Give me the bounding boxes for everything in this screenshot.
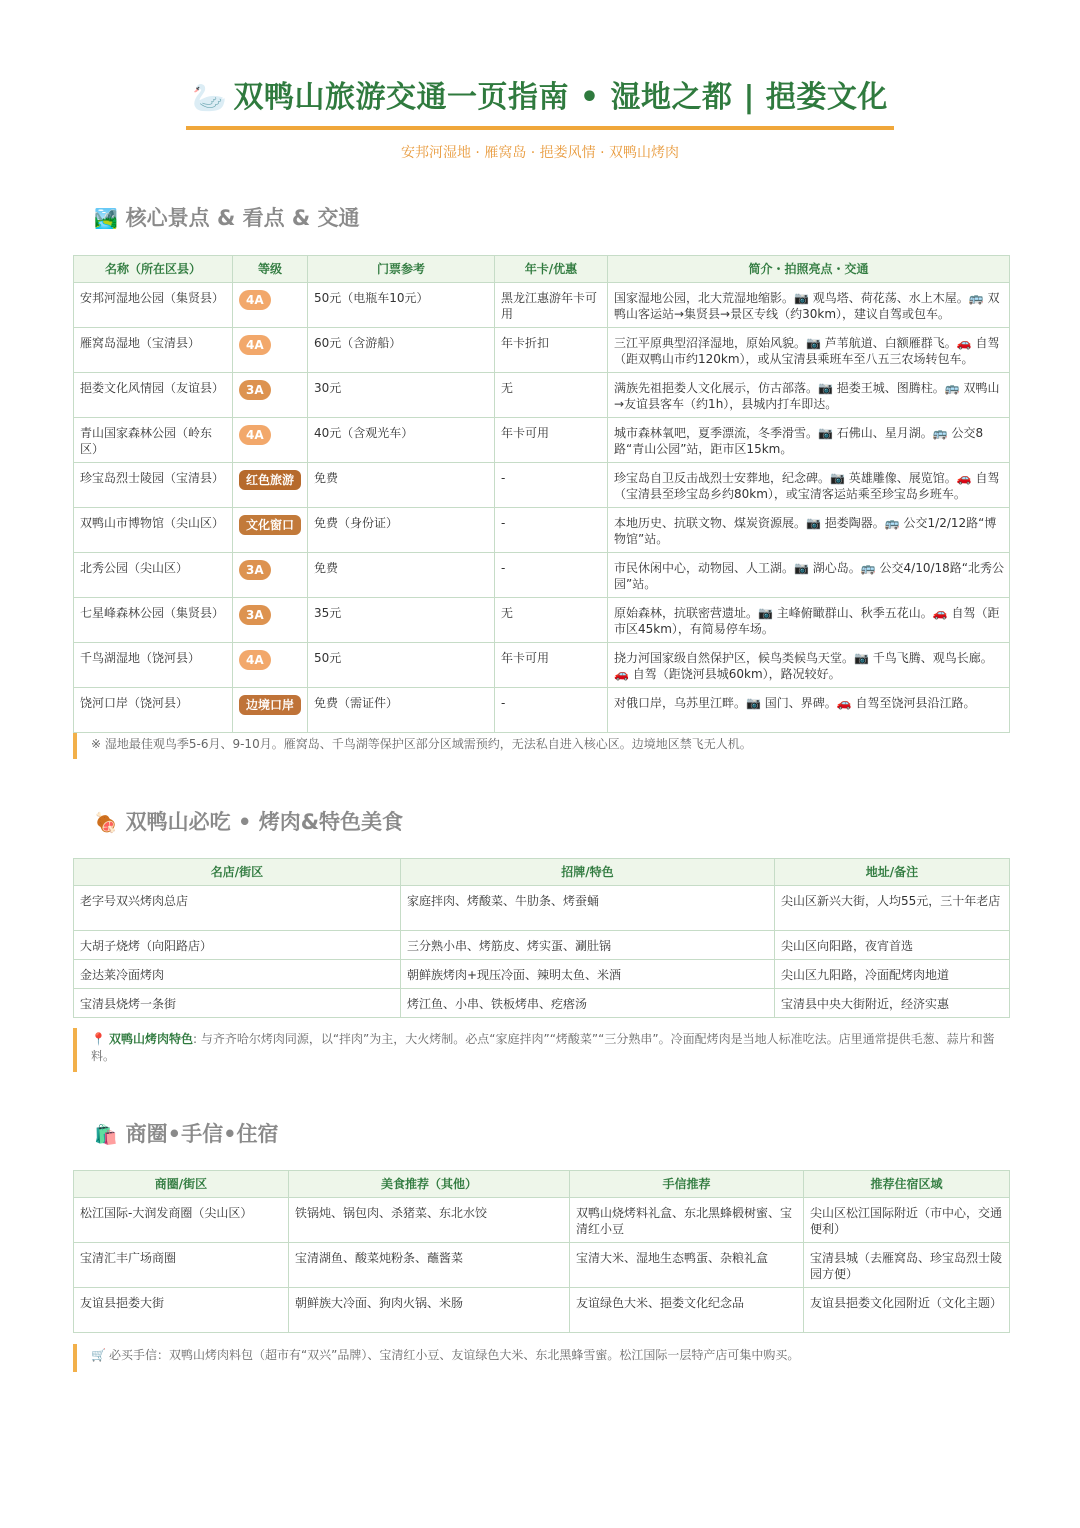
table-row (74, 960, 1010, 989)
ticket-price: 30元 (308, 373, 495, 418)
column-header: 名店/街区 (74, 859, 401, 886)
ticket-price: 50元（电瓶车10元） (308, 283, 495, 328)
page-title (186, 72, 894, 130)
signature-dish: 朝鲜族烤肉+现压冷面、辣明太鱼、米酒 (401, 960, 775, 989)
card-discount: 无 (495, 598, 608, 643)
food-recommend: 宝清湖鱼、酸菜炖粉条、蘸酱菜 (289, 1243, 570, 1288)
card-discount: - (495, 463, 608, 508)
shop-address: 宝清县中央大街附近，经济实惠 (775, 989, 1010, 1018)
grade-badge: 红色旅游 (239, 470, 301, 490)
table-row (74, 688, 1010, 733)
table-row (74, 508, 1010, 553)
attractions-note: ※ 湿地最佳观鸟季5-6月、9-10月。雁窝岛、千鸟湖等保护区部分区域需预约，无法私自进入核心区。边境地区禁飞无人机。 (73, 733, 999, 759)
attraction-intro: 原始森林，抗联密营遗址。📷 主峰俯瞰群山、秋季五花山。🚗 自驾（距市区45km），有简易停车场。 (608, 598, 1010, 643)
ticket-price: 免费 (308, 553, 495, 598)
table-header-row (74, 1171, 1010, 1198)
shopping-note-text: 必买手信：双鸭山烤肉料包（超市有“双兴”品牌）、宝清红小豆、友谊绿色大米、东北黑蜂雪蜜。松江国际一层特产店可集中购买。 (108, 1348, 800, 1362)
attraction-intro: 三江平原典型沼泽湿地，原始风貌。📷 芦苇航道、白额雁群飞。🚗 自驾（距双鸭山市约120km），或从宝清县乘班车至八五三农场转包车。 (608, 328, 1010, 373)
column-header: 推荐住宿区域 (804, 1171, 1010, 1198)
column-header: 等级 (233, 256, 308, 283)
grade-cell (233, 373, 308, 418)
attraction-intro: 本地历史、抗联文物、煤炭资源展。📷 挹娄陶器。🚌 公交1/2/12路“博物馆”站。 (608, 508, 1010, 553)
table-header-row (74, 859, 1010, 886)
food-recommend: 铁锅炖、锅包肉、杀猪菜、东北水饺 (289, 1198, 570, 1243)
ticket-price: 免费 (308, 463, 495, 508)
shopping-area: 宝清汇丰广场商圈 (74, 1243, 289, 1288)
shopping-bag-icon: 🛍️ (94, 1124, 118, 1146)
attraction-name: 珍宝岛烈士陵园（宝清县） (74, 463, 233, 508)
attraction-intro: 挠力河国家级自然保护区，候鸟类候鸟天堂。📷 千鸟飞腾、观鸟长廊。🚗 自驾（距饶河县城60km），路况较好。 (608, 643, 1010, 688)
shopping-area: 友谊县挹娄大街 (74, 1288, 289, 1333)
meat-icon: 🍖 (94, 812, 118, 834)
grade-cell (233, 688, 308, 733)
column-header: 美食推荐（其他） (289, 1171, 570, 1198)
swan-icon: 🦢 (192, 81, 228, 114)
shop-name: 老字号双兴烤肉总店 (74, 886, 401, 931)
section-shopping-heading (94, 1118, 279, 1148)
food-note (73, 1028, 999, 1072)
cart-icon: 🛒 (91, 1348, 106, 1362)
grade-badge: 3A (239, 605, 271, 625)
column-header: 地址/备注 (775, 859, 1010, 886)
grade-badge: 4A (239, 335, 271, 355)
attraction-name: 七星峰森林公园（集贤县） (74, 598, 233, 643)
food-table (73, 858, 1010, 1018)
card-discount: 年卡可用 (495, 418, 608, 463)
ticket-price: 40元（含观光车） (308, 418, 495, 463)
attraction-intro: 市民休闲中心，动物园、人工湖。📷 湖心岛。🚌 公交4/10/18路“北秀公园”站。 (608, 553, 1010, 598)
ticket-price: 50元 (308, 643, 495, 688)
table-row (74, 931, 1010, 960)
card-discount: - (495, 553, 608, 598)
ticket-price: 35元 (308, 598, 495, 643)
shop-name: 大胡子烧烤（向阳路店） (74, 931, 401, 960)
table-row (74, 283, 1010, 328)
table-row (74, 1243, 1010, 1288)
attraction-name: 双鸭山市博物馆（尖山区） (74, 508, 233, 553)
card-discount: 黑龙江惠游年卡可用 (495, 283, 608, 328)
column-header: 商圈/街区 (74, 1171, 289, 1198)
stay-area: 尖山区松江国际附近（市中心，交通便利） (804, 1198, 1010, 1243)
attraction-intro: 城市森林氧吧，夏季漂流，冬季滑雪。📷 石佛山、星月湖。🚌 公交8路“青山公园”站，距市区15km。 (608, 418, 1010, 463)
card-discount: 无 (495, 373, 608, 418)
signature-dish: 三分熟小串、烤筋皮、烤实蛋、涮肚锅 (401, 931, 775, 960)
card-discount: - (495, 688, 608, 733)
section-shopping-title: 商圈•手信•住宿 (125, 1122, 279, 1146)
signature-dish: 家庭拌肉、烤酸菜、牛肋条、烤蚕蛹 (401, 886, 775, 931)
grade-badge: 边境口岸 (239, 695, 301, 715)
shop-name: 金达莱冷面烤肉 (74, 960, 401, 989)
grade-badge: 4A (239, 650, 271, 670)
ticket-price: 免费（需证件） (308, 688, 495, 733)
attraction-name: 千鸟湖湿地（饶河县） (74, 643, 233, 688)
attraction-intro: 国家湿地公园，北大荒湿地缩影。📷 观鸟塔、荷花荡、水上木屋。🚌 双鸭山客运站→集贤县→景区专线（约30km），建议自驾或包车。 (608, 283, 1010, 328)
shopping-table (73, 1170, 1010, 1333)
gift-recommend: 双鸭山烧烤料礼盒、东北黑蜂椴树蜜、宝清红小豆 (570, 1198, 804, 1243)
column-header: 年卡/优惠 (495, 256, 608, 283)
grade-cell (233, 643, 308, 688)
gift-recommend: 宝清大米、湿地生态鸭蛋、杂粮礼盒 (570, 1243, 804, 1288)
food-note-label: 双鸭山烤肉特色 (108, 1032, 193, 1046)
landscape-icon: 🏞️ (94, 208, 118, 230)
grade-cell (233, 553, 308, 598)
table-header-row (74, 256, 1010, 283)
card-discount: 年卡折扣 (495, 328, 608, 373)
table-row (74, 598, 1010, 643)
grade-badge: 3A (239, 380, 271, 400)
signature-dish: 烤江鱼、小串、铁板烤串、疙瘩汤 (401, 989, 775, 1018)
section-food-heading (94, 806, 403, 836)
card-discount: - (495, 508, 608, 553)
shop-address: 尖山区新兴大街，人均55元，三十年老店 (775, 886, 1010, 931)
column-header: 名称（所在区县） (74, 256, 233, 283)
shop-address: 尖山区向阳路，夜宵首选 (775, 931, 1010, 960)
column-header: 门票参考 (308, 256, 495, 283)
column-header: 简介・拍照亮点・交通 (608, 256, 1010, 283)
table-row (74, 373, 1010, 418)
card-discount: 年卡可用 (495, 643, 608, 688)
attraction-name: 雁窝岛湿地（宝清县） (74, 328, 233, 373)
attractions-table (73, 255, 1010, 733)
attraction-name: 青山国家森林公园（岭东区） (74, 418, 233, 463)
table-row (74, 418, 1010, 463)
pin-icon: 📍 (91, 1032, 106, 1046)
title-wrap (0, 72, 1080, 130)
grade-badge: 4A (239, 290, 271, 310)
grade-cell (233, 508, 308, 553)
section-attractions-title: 核心景点 & 看点 & 交通 (125, 206, 360, 230)
table-row (74, 643, 1010, 688)
grade-cell (233, 328, 308, 373)
attraction-name: 挹娄文化风情园（友谊县） (74, 373, 233, 418)
table-row (74, 1288, 1010, 1333)
table-row (74, 886, 1010, 931)
ticket-price: 免费（身份证） (308, 508, 495, 553)
attraction-intro: 珍宝岛自卫反击战烈士安葬地，纪念碑。📷 英雄雕像、展览馆。🚗 自驾（宝清县至珍宝岛乡约80km），或宝清客运站乘至珍宝岛乡班车。 (608, 463, 1010, 508)
attraction-intro: 满族先祖挹娄人文化展示，仿古部落。📷 挹娄王城、图腾柱。🚌 双鸭山→友谊县客车（约1h），县城内打车即达。 (608, 373, 1010, 418)
page-title-text: 双鸭山旅游交通一页指南 • 湿地之都 | 挹娄文化 (233, 80, 888, 115)
grade-cell (233, 283, 308, 328)
grade-badge: 3A (239, 560, 271, 580)
attraction-name: 饶河口岸（饶河县） (74, 688, 233, 733)
section-food-title: 双鸭山必吃 • 烤肉&特色美食 (125, 810, 404, 834)
grade-cell (233, 418, 308, 463)
ticket-price: 60元（含游船） (308, 328, 495, 373)
attraction-intro: 对俄口岸，乌苏里江畔。📷 国门、界碑。🚗 自驾至饶河县沿江路。 (608, 688, 1010, 733)
grade-cell (233, 598, 308, 643)
shop-name: 宝清县烧烤一条街 (74, 989, 401, 1018)
table-row (74, 1198, 1010, 1243)
gift-recommend: 友谊绿色大米、挹娄文化纪念品 (570, 1288, 804, 1333)
food-note-text: : 与齐齐哈尔烤肉同源，以“拌肉”为主，大火烤制。必点“家庭拌肉”“烤酸菜”“三分熟串”。冷面配烤肉是当地人标准吃法。店里通常提供毛葱、蒜片和酱料。 (91, 1032, 995, 1063)
stay-area: 友谊县挹娄文化园附近（文化主题） (804, 1288, 1010, 1333)
table-row (74, 553, 1010, 598)
table-row (74, 989, 1010, 1018)
shopping-note (73, 1344, 999, 1372)
column-header: 招牌/特色 (401, 859, 775, 886)
grade-badge: 4A (239, 425, 271, 445)
table-row (74, 463, 1010, 508)
section-attractions-heading (94, 202, 360, 232)
food-recommend: 朝鲜族大冷面、狗肉火锅、米肠 (289, 1288, 570, 1333)
page-subtitle: 安邦河湿地 · 雁窝岛 · 挹娄风情 · 双鸭山烤肉 (400, 145, 680, 161)
grade-cell (233, 463, 308, 508)
attraction-name: 安邦河湿地公园（集贤县） (74, 283, 233, 328)
column-header: 手信推荐 (570, 1171, 804, 1198)
grade-badge: 文化窗口 (239, 515, 301, 535)
stay-area: 宝清县城（去雁窝岛、珍宝岛烈士陵园方便） (804, 1243, 1010, 1288)
table-row (74, 328, 1010, 373)
shop-address: 尖山区九阳路，冷面配烤肉地道 (775, 960, 1010, 989)
attraction-name: 北秀公园（尖山区） (74, 553, 233, 598)
shopping-area: 松江国际-大润发商圈（尖山区） (74, 1198, 289, 1243)
